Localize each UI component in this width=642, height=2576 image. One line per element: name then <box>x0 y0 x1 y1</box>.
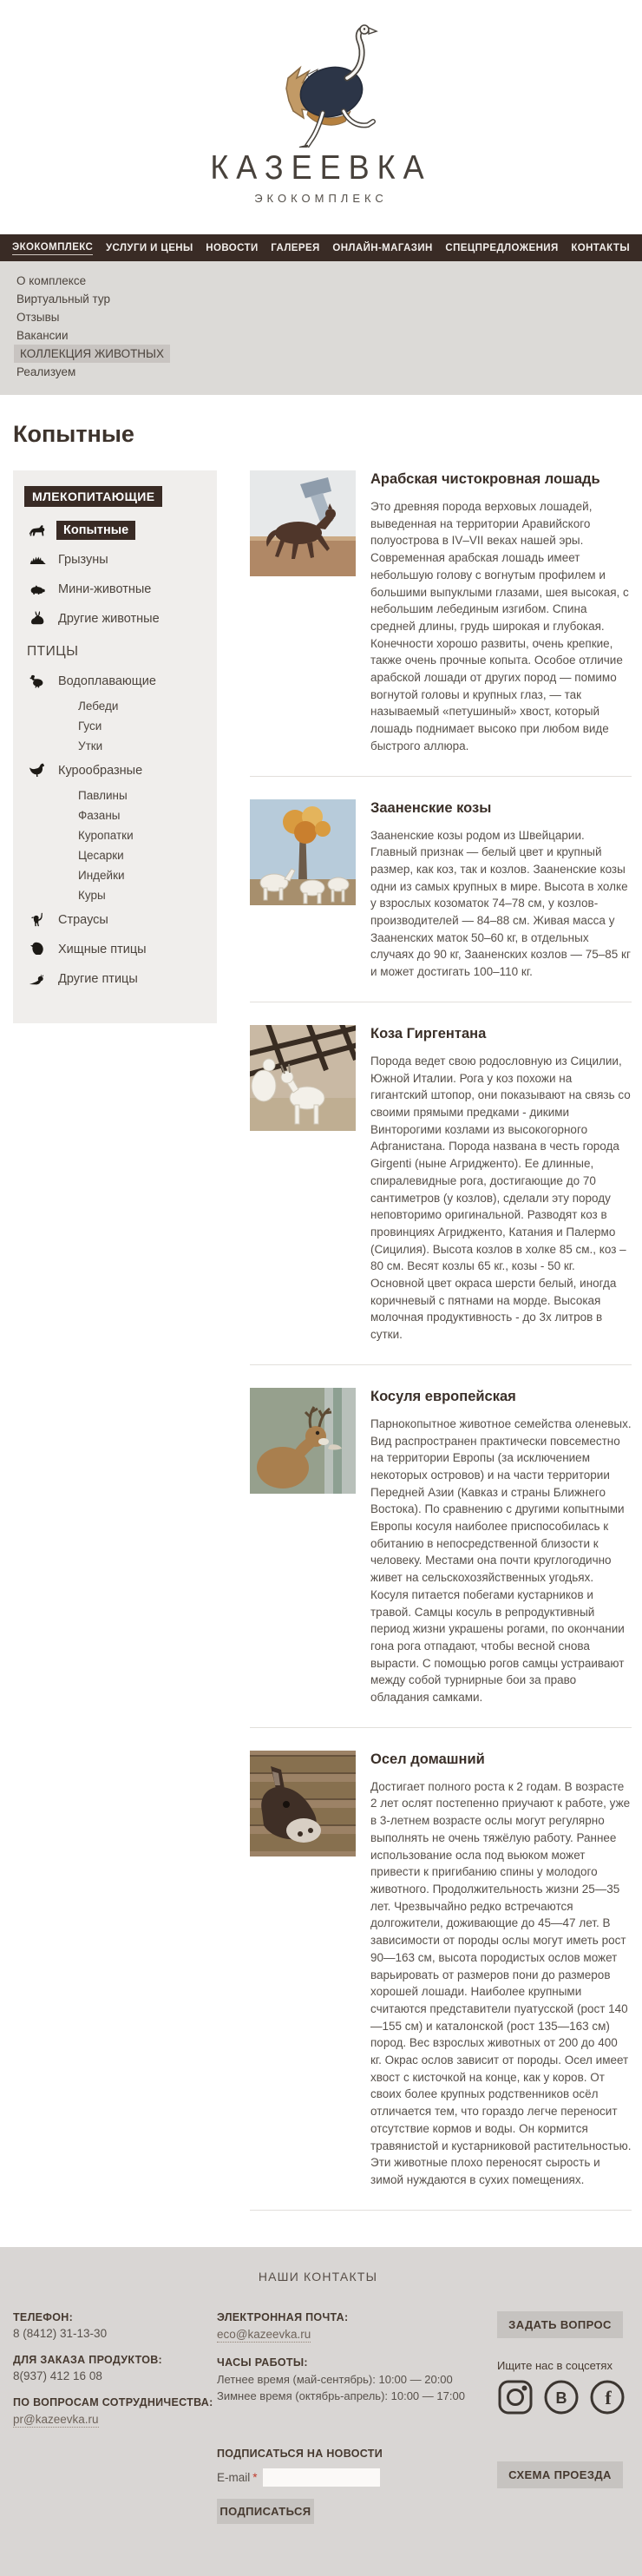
main-nav <box>0 234 642 261</box>
animal-card-roe-deer <box>250 1388 632 1728</box>
footer-middle-column <box>217 2311 497 2525</box>
animal-title: Зааненские козы <box>370 799 492 816</box>
animal-list <box>250 470 632 2211</box>
sidebar-item-mini-animals[interactable] <box>13 575 217 604</box>
submenu-item-about[interactable]: О комплексе <box>16 274 87 287</box>
sidebar-item-galliformes[interactable] <box>13 756 217 785</box>
site-tagline: ЭКОКОМПЛЕКС <box>254 192 388 205</box>
roe-deer-photo <box>250 1388 356 1494</box>
sidebar-subitem-chickens[interactable]: Куры <box>78 889 106 902</box>
email-input[interactable] <box>263 2468 380 2487</box>
ostrich-logo-icon <box>234 24 408 148</box>
sidebar-item-label: Копытные <box>56 521 135 540</box>
nav-item-ecocomplex[interactable]: ЭКОКОМПЛЕКС <box>12 240 93 255</box>
duck-icon <box>24 672 50 691</box>
sidebar-item-label: Грызуны <box>58 553 108 567</box>
donkey-photo <box>250 1751 356 1856</box>
email-label: ЭЛЕКТРОННАЯ ПОЧТА: <box>217 2310 349 2323</box>
vk-icon[interactable] <box>543 2379 580 2420</box>
sidebar-header-mammals: МЛЕКОПИТАЮЩИЕ <box>24 486 162 507</box>
animal-card-donkey <box>250 1751 632 2211</box>
subscribe-button[interactable]: ПОДПИСАТЬСЯ <box>217 2499 314 2524</box>
submenu-item-reviews[interactable]: Отзывы <box>16 311 60 324</box>
partnership-label: ПО ВОПРОСАМ СОТРУДНИЧЕСТВА: <box>13 2395 213 2408</box>
sidebar-subitem-swans[interactable]: Лебеди <box>78 700 119 713</box>
email-field-label: E-mail <box>217 2471 251 2485</box>
footer-actions-column <box>497 2311 623 2525</box>
sidebar-item-label: Курообразные <box>58 764 143 778</box>
orders-phone-value: 8(937) 412 16 08 <box>13 2369 102 2382</box>
svg-text:В: В <box>555 2389 567 2407</box>
phone-value: 8 (8412) 31-13-30 <box>13 2326 108 2340</box>
sidebar-subitem-geese[interactable]: Гуси <box>78 720 102 733</box>
animal-description: Это древняя порода верховых лошадей, выведенная на территории Аравийского полуострова в IV–VII веках нашей эры. Современная арабская лошадь имеет небольшую голову с вогнутым профилем и большими выпуклыми глазами, шея высокая, с небольшим лебединым изгибом. Спина средней длины, грудь широкая и глубокая. Конечности хорошо развиты, очень крепкие, также очень прочные копыта. Особое отличие арабской лошади от других пород — помимо вогнутой головы и крупных глаз, — так называемый «петушиный» хвост, который лошадь поднимает высоко при любом виде быстрого аллюра. <box>370 500 629 752</box>
ask-question-button[interactable]: ЗАДАТЬ ВОПРОС <box>497 2311 623 2338</box>
sidebar-subitem-guinea-fowl[interactable]: Цесарки <box>78 849 124 862</box>
eagle-icon <box>24 940 50 959</box>
sidebar-subitem-pheasants[interactable]: Фазаны <box>78 809 121 822</box>
horse-icon <box>24 521 50 540</box>
animal-title: Осел домашний <box>370 1751 485 1767</box>
email-link[interactable]: eco@kazeevka.ru <box>217 2327 311 2341</box>
animal-card-arabian-horse <box>250 470 632 777</box>
sidebar-item-waterfowl[interactable] <box>13 667 217 696</box>
animal-title: Арабская чистокровная лошадь <box>370 471 600 487</box>
site-header <box>0 0 642 205</box>
phone-label: ТЕЛЕФОН: <box>13 2310 74 2323</box>
animal-description: Порода ведет свою родословную из Сицилии, Южной Италии. Рога у коз похожи на гигантский штопор, они показывают на связь со своими прямыми предками - дикими Винторогими козлами из высокогорного Афганистана. Порода названа в честь города Girgenti (ныне Агридженто). Ее длинные, спиралевидные рога, достигающие до 70 сантиметров (у козлов), сделали эту породу неповторимо оригинальной. Разводят коз в провинциях Агридженто, Катания и Палермо (Сицилия). Высота козлов в холке 85 см., коз – 80 см. Весят козлы 65 кг., козы - 50 кг. Основной цвет окраса шерсти белый, иногда коричневый с пятнами на морде. Высокая молочная продуктивность - до 3х литров в сутки. <box>370 1054 631 1342</box>
hours-label: ЧАСЫ РАБОТЫ: <box>217 2356 308 2369</box>
required-asterisk: * <box>252 2471 258 2485</box>
submenu-item-vacancies[interactable]: Вакансии <box>16 329 69 342</box>
sidebar-item-other-animals[interactable] <box>13 604 217 634</box>
footer-contacts-column <box>13 2311 217 2525</box>
saanen-goats-photo <box>250 799 356 905</box>
nav-item-news[interactable]: НОВОСТИ <box>206 242 259 253</box>
hen-icon <box>24 761 50 780</box>
sidebar-item-other-birds[interactable] <box>13 964 217 994</box>
sidebar-item-label: Другие птицы <box>58 972 138 986</box>
girgentana-goat-photo <box>250 1025 356 1131</box>
sidebar-item-label: Мини-животные <box>58 582 152 596</box>
submenu-item-realize[interactable]: Реализуем <box>16 365 76 378</box>
social-label: Ищите нас в соцсетях <box>497 2358 613 2372</box>
nav-item-contacts[interactable]: КОНТАКТЫ <box>571 242 630 253</box>
hours-summer: Летнее время (май-сентябрь): 10:00 — 20:00 <box>217 2372 453 2386</box>
facebook-icon[interactable] <box>589 2379 626 2420</box>
sidebar-item-birds-of-prey[interactable] <box>13 935 217 964</box>
animal-categories-sidebar <box>13 470 217 1023</box>
sidebar-item-label: Хищные птицы <box>58 943 147 956</box>
nav-item-shop[interactable]: ОНЛАЙН-МАГАЗИН <box>332 242 433 253</box>
sidebar-subitem-ducks[interactable]: Утки <box>78 739 103 752</box>
animal-description: Зааненские козы родом из Швейцарии. Главный признак — белый цвет и крупный размер, как коз, так и козлов. Зааненские козы одни из самых крупных в мире. Высота в холке у взрослых козоматок 74–78 см, у козлов-производителей — 84–88 см. Живая масса у Зааненских маток 50–60 кг, в отдельных случаях до 90 кг, Зааненских козлов — 75–85 кг и может достигать 100–110 кг. <box>370 828 631 979</box>
ostrich-icon <box>24 910 50 930</box>
nav-item-offers[interactable]: СПЕЦПРЕДЛОЖЕНИЯ <box>445 242 559 253</box>
sidebar-item-ostriches[interactable] <box>13 905 217 935</box>
sidebar-item-label: Водоплавающие <box>58 674 156 688</box>
footer <box>0 2247 642 2576</box>
partnership-email-link[interactable]: pr@kazeevka.ru <box>13 2412 99 2426</box>
animal-title: Коза Гиргентана <box>370 1025 487 1042</box>
nav-item-services[interactable]: УСЛУГИ И ЦЕНЫ <box>105 242 193 253</box>
nav-item-gallery[interactable]: ГАЛЕРЕЯ <box>271 242 320 253</box>
submenu-item-animal-collection[interactable]: КОЛЛЕКЦИЯ ЖИВОТНЫХ <box>14 345 170 363</box>
footer-title: НАШИ КОНТАКТЫ <box>258 2269 378 2284</box>
route-map-button[interactable]: СХЕМА ПРОЕЗДА <box>497 2461 623 2488</box>
animal-card-saanen-goats <box>250 799 632 1002</box>
subscribe-block <box>217 2448 497 2524</box>
pig-icon <box>24 580 50 599</box>
animal-card-girgentana-goat <box>250 1025 632 1365</box>
animal-description: Достигает полного роста к 2 годам. В возрасте 2 лет ослят постепенно приучают к работе, уже в 3-летнем возрасте ослы могут регулярно выполнять не очень тяжёлую работу. Раннее использование осла под вьюком может привести к пригибанию спины у молодого животного. Продолжительность жизни 25—35 лет. Чрезвычайно редко встречаются долгожители, доживающие до 45—47 лет. В зависимости от породы ослы могут иметь рост 90—163 см, высота породистых ослов может варьировать от размеров пони до размеров хорошей лошади. Наиболее крупными считаются представители пуатусской (рост 140—155 см) и каталонской (рост 135—163 см) пород. Вес взрослых животных от 200 до 400 кг. Окрас ослов зависит от породы. Осел имеет хвост с кисточкой на конце, как у коров. От своих более крупных родственников осёл отличается тем, что гораздо легче переносит отсутствие кормов и воды. Он кормится травянистой и кустарниковой растительностью. Эти животные плохо переносят сырость и зимой нуждаются в сухих помещениях. <box>370 1779 632 2186</box>
sidebar-item-hoofed[interactable] <box>13 516 217 545</box>
site-title: КАЗЕЕВКА <box>210 148 432 187</box>
sidebar-header-birds: ПТИЦЫ <box>27 644 79 659</box>
instagram-icon[interactable] <box>497 2379 534 2420</box>
porcupine-icon <box>24 550 50 569</box>
sidebar-subitem-peacocks[interactable]: Павлины <box>78 789 128 802</box>
rabbit-icon <box>24 609 50 628</box>
sidebar-item-label: Страусы <box>58 913 108 927</box>
content-layout <box>0 470 642 2247</box>
svg-text:f: f <box>605 2386 612 2408</box>
sidebar-item-rodents[interactable] <box>13 545 217 575</box>
hours-winter: Зимнее время (октябрь-апрель): 10:00 — 17:00 <box>217 2389 465 2402</box>
page-title: Копытные <box>13 421 134 447</box>
submenu <box>0 261 642 395</box>
arabian-horse-photo <box>250 470 356 576</box>
sidebar-subitem-turkeys[interactable]: Индейки <box>78 869 125 882</box>
submenu-item-virtual-tour[interactable]: Виртуальный тур <box>16 292 110 306</box>
orders-label: ДЛЯ ЗАКАЗА ПРОДУКТОВ: <box>13 2353 163 2366</box>
animal-title: Косуля европейская <box>370 1388 516 1404</box>
subscribe-label: ПОДПИСАТЬСЯ НА НОВОСТИ <box>217 2448 383 2461</box>
peacock-icon <box>24 969 50 989</box>
sidebar-item-label: Другие животные <box>58 612 160 626</box>
animal-description: Парнокопытное животное семейства оленевых. Вид распространен практически повсеместно на территории Европы (за исключением некоторых островов) и на части территории Передней Азии (Кавказ и страны Ближнего Востока). По сравнению с другими копытными Европы косуля наиболее приспособилась к обитанию в непосредственной близости к человеку. Местами она почти круглогодично живет на сельскохозяйственных угодьях. Косуля питается побегами кустарников и травой. Самцы косуль в репродуктивный период жизни украшены рогами, по окончании гона рога отпадают, чтобы весной снова вырасти. С помощью рогов самцы устраивают между собой турнирные бои за право обладания самками. <box>370 1416 632 1705</box>
sidebar-subitem-partridges[interactable]: Куропатки <box>78 829 134 842</box>
